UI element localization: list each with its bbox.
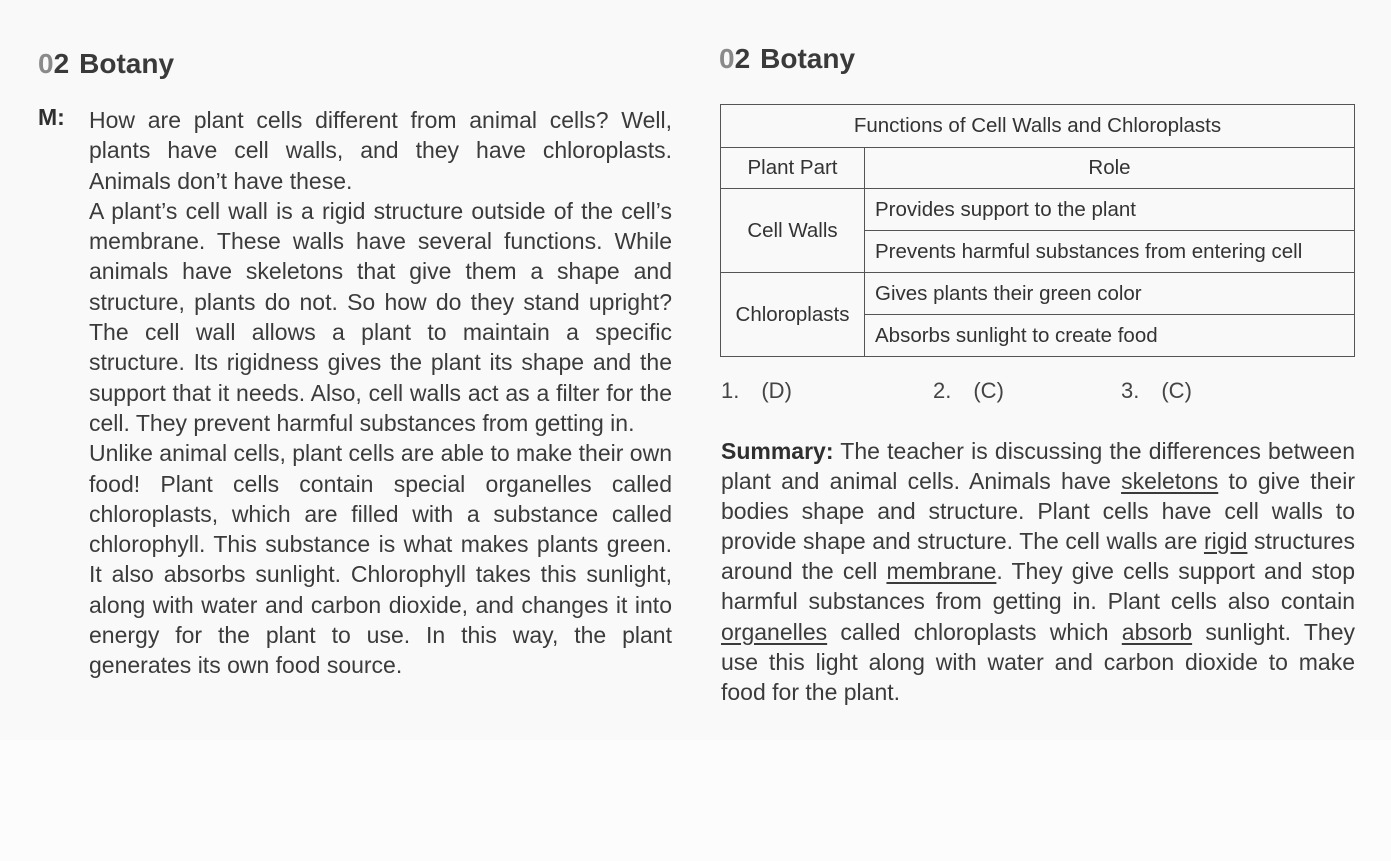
summary-text: structures around the cell [721, 528, 1355, 585]
summary-paragraph [721, 436, 1355, 707]
table-cell-role: Gives plants their green color [865, 273, 1355, 315]
answer-choice: (C) [1161, 378, 1192, 403]
answer-number: 2. [933, 378, 952, 403]
section-number-digit: 2 [734, 43, 751, 74]
table-cell-role: Prevents harmful substances from entering cell [865, 231, 1355, 273]
answer-number: 1. [721, 378, 740, 403]
summary-key-term: skeletons [1121, 468, 1219, 495]
left-section-number: 02 [38, 48, 70, 79]
transcript-text [89, 105, 672, 681]
summary-text: The teacher is discussing the differences between plant and animal cells. Animals have [721, 438, 1355, 495]
answer-key [721, 378, 1355, 408]
functions-table [720, 104, 1355, 357]
transcript-paragraph: A plant’s cell wall is a rigid structure outside of the cell’s membrane. These walls have several functions. While animals have skeletons that give them a shape and structure, plants do not. So how do they stand upright? The cell wall allows a plant to maintain a specific structure. Its rigidness gives the plant its shape and the support that it needs. Also, cell walls act as a filter for the cell. They prevent harmful substances from getting in. [89, 197, 672, 436]
transcript-paragraph: Unlike animal cells, plant cells are able to make their own food! Plant cells contain special organelles called chloroplasts, which are filled with a substance called chlorophyll. This substance is what makes plants green. It also absorbs sunlight. Chlorophyll takes this sunlight, along with water and carbon dioxide, and changes it into energy for the plant to use. In this way, the plant generates its own food source. [89, 440, 672, 679]
summary-key-term: absorb [1121, 618, 1193, 645]
answer-choice: (D) [761, 378, 792, 403]
table-header-plant-part: Plant Part [721, 148, 865, 189]
summary-text: sunlight. They use this light along with water and carbon dioxide to make food for the plant. [721, 618, 1355, 705]
table-cell-role: Provides support to the plant [865, 189, 1355, 231]
answer-choice: (C) [973, 378, 1004, 403]
answer-item [933, 378, 1004, 404]
speaker-label: M: [38, 104, 65, 130]
right-section-title: Botany [760, 43, 856, 74]
summary-text: called chloroplasts which [827, 618, 1122, 645]
table-header-role: Role [865, 148, 1355, 189]
table-cell-part: Chloroplasts [721, 273, 865, 357]
summary-text: to give their bodies shape and structure. Plant cells have cell walls to provide shape and structure. The cell walls are [721, 468, 1355, 555]
summary-key-term: rigid [1203, 528, 1248, 555]
summary-label: Summary: [721, 438, 834, 464]
answer-item [721, 378, 792, 404]
right-section-number: 02 [719, 43, 751, 74]
section-number-digit: 2 [53, 48, 70, 79]
answer-item [1121, 378, 1192, 404]
table-cell-role: Absorbs sunlight to create food [865, 315, 1355, 357]
table-cell-part: Cell Walls [721, 189, 865, 273]
right-section-heading [719, 43, 855, 75]
summary-text: . They give cells support and stop harmful substances from getting in. Plant cells also contain [721, 558, 1355, 615]
transcript-paragraph: How are plant cells different from animal cells? Well, plants have cell walls, and they have chloroplasts. Animals don’t have these. [89, 107, 672, 194]
summary-key-term: organelles [721, 618, 828, 645]
left-section-heading [38, 48, 174, 80]
answer-number: 3. [1121, 378, 1140, 403]
table-caption: Functions of Cell Walls and Chloroplasts [721, 105, 1355, 148]
left-section-title: Botany [79, 48, 175, 79]
summary-key-term: membrane [886, 558, 997, 585]
